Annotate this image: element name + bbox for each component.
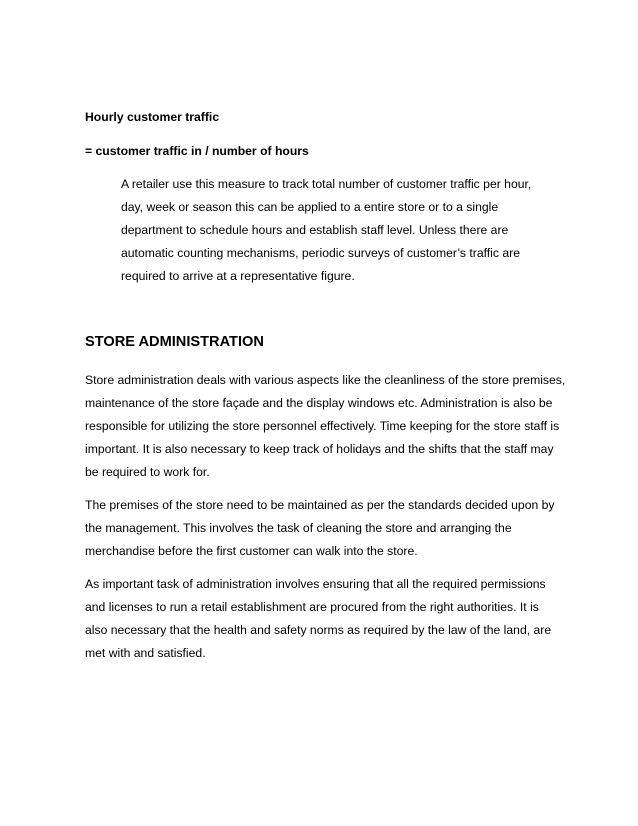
paragraph-line: important. It is also necessary to keep track of holidays and the shifts that the staff may: [85, 442, 554, 456]
paragraph-line: met with and satisfied.: [85, 646, 206, 660]
metric-formula: = customer traffic in / number of hours: [85, 144, 309, 158]
description-line: department to schedule hours and establish staff level. Unless there are: [121, 223, 509, 237]
paragraph-line: maintenance of the store façade and the display windows etc. Administration is also be: [85, 396, 553, 410]
paragraph-line: As important task of administration involves ensuring that all the required permissions: [85, 577, 546, 591]
paragraph-line: merchandise before the first customer can walk into the store.: [85, 544, 418, 558]
paragraph-line: also necessary that the health and safety norms as required by the law of the land, are: [85, 623, 552, 637]
metric-title: Hourly customer traffic: [85, 110, 220, 124]
description-line: automatic counting mechanisms, periodic surveys of customer’s traffic are: [121, 246, 520, 260]
paragraph-line: The premises of the store need to be maintained as per the standards decided upon by: [85, 498, 555, 512]
paragraph-line: responsible for utilizing the store personnel effectively. Time keeping for the store staff is: [85, 419, 560, 433]
paragraph-line: Store administration deals with various aspects like the cleanliness of the store premises,: [85, 373, 566, 387]
description-line: day, week or season this can be applied to a entire store or to a single: [121, 200, 499, 214]
paragraph-line: and licenses to run a retail establishment are procured from the right authorities. It is: [85, 600, 539, 614]
paragraph-line: the management. This involves the task of cleaning the store and arranging the: [85, 521, 512, 535]
paragraph-line: be required to work for.: [85, 465, 210, 479]
description-line: required to arrive at a representative figure.: [121, 269, 355, 283]
section-heading: STORE ADMINISTRATION: [85, 334, 264, 350]
description-line: A retailer use this measure to track total number of customer traffic per hour,: [121, 177, 532, 191]
